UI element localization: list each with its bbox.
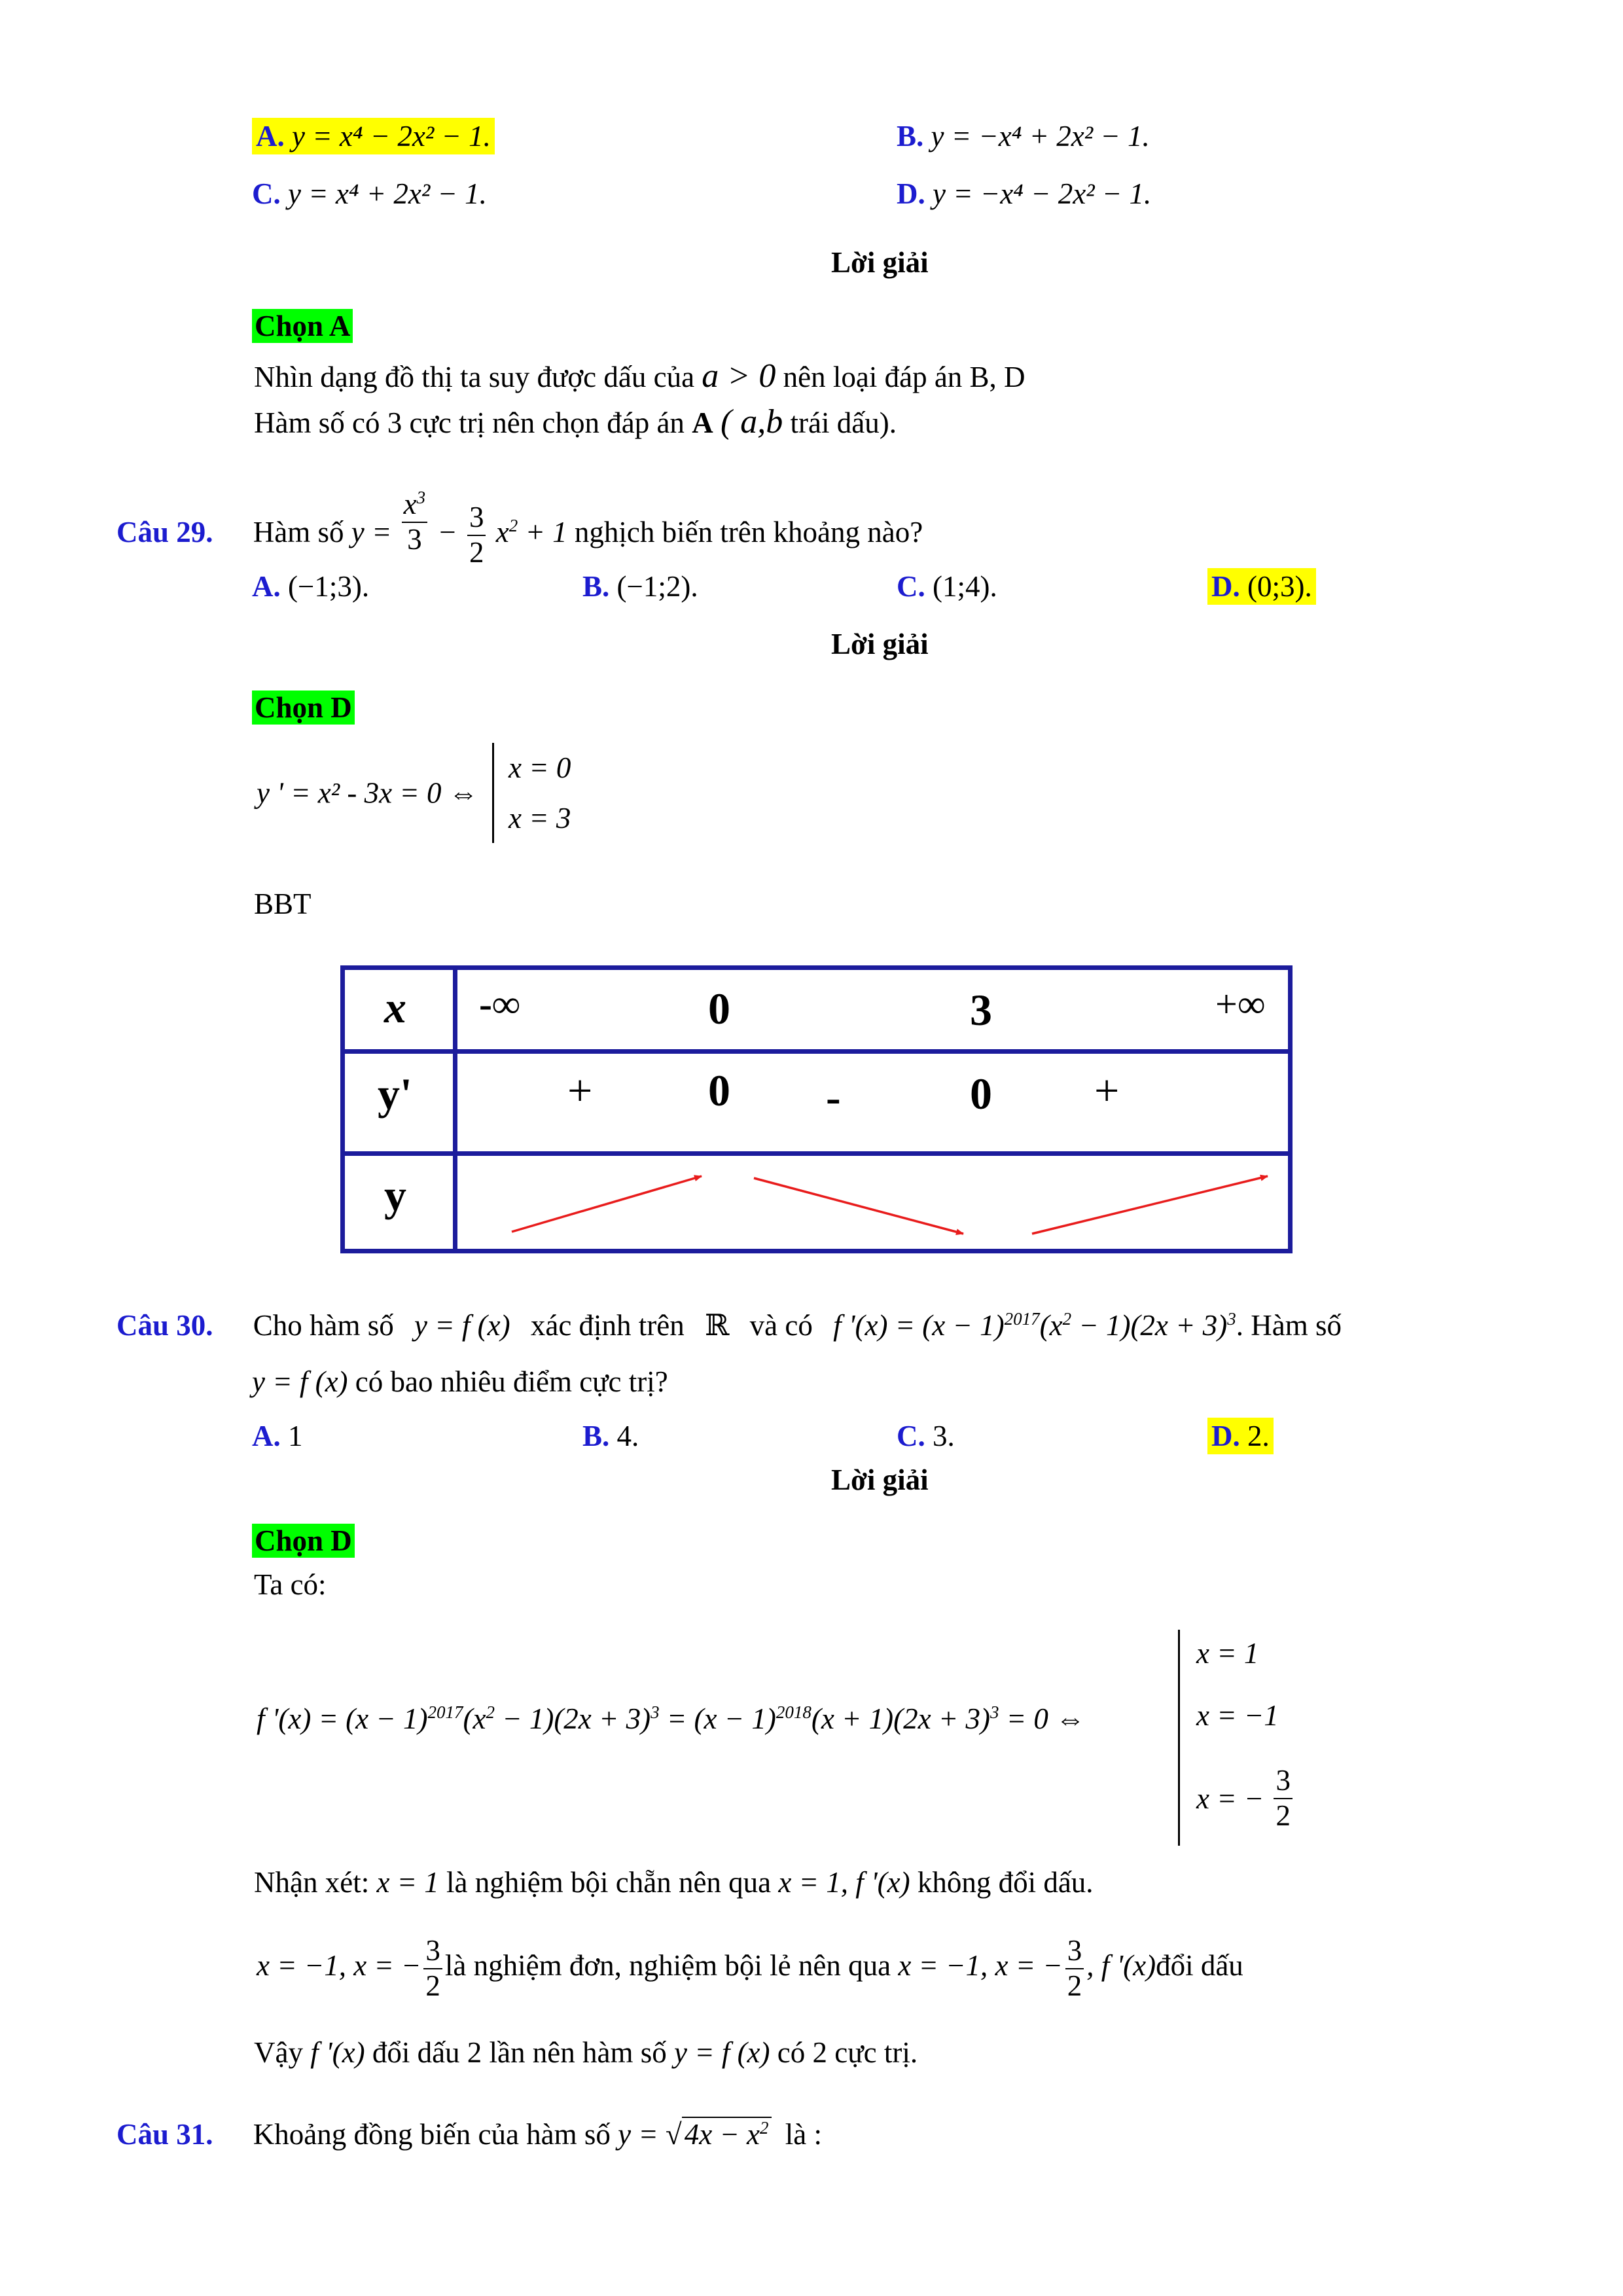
q29-derivative-eq: y ' = x² - 3x = 0 ⇔ x = 0 x = 3 xyxy=(257,743,571,843)
q30-option-c: C. 3. xyxy=(897,1420,955,1452)
yprime-zero-2: 0 xyxy=(970,1069,992,1119)
q30-remark-line1: Nhận xét: x = 1 là nghiệm bội chẵn nên qua x = 1, f '(x) không đổi dấu. xyxy=(254,1866,1094,1899)
q28-option-b xyxy=(897,119,1150,153)
arrow-decreasing xyxy=(754,1178,963,1234)
q30-option-d: D. 2. xyxy=(1207,1418,1274,1454)
q30-conclusion: Vậy f '(x) đổi dấu 2 lần nên hàm số y = f (x) có 2 cực trị. xyxy=(254,2036,918,2069)
q31-stem: Câu 31. Khoảng đồng biến của hàm số $y = √4x - x^2$ là : xyxy=(116,2118,823,2151)
x-three: 3 xyxy=(970,985,992,1035)
option-label: C. xyxy=(252,177,281,210)
row-label-x: x xyxy=(384,982,406,1032)
option-label: B. xyxy=(897,120,924,152)
q29-option-c: C. (1;4). xyxy=(897,570,997,603)
yprime-zero-1: 0 xyxy=(708,1066,730,1115)
variation-arrows xyxy=(345,970,1288,1249)
q30-remark-line2: x = −1, x = − $\frac{3}{2}$ là nghiệm đơn, nghiệm bội lẻ nên qua x = −1, x = − $\frac{3}{2}$ , f '(x)đổi dấu xyxy=(257,1934,1243,2002)
q30-option-b: B. 4. xyxy=(582,1420,639,1452)
q30-stem-line1: Câu 30. Cho hàm số y = f (x) xác định trên ℝ và có f '$(x) = (x - 1)^{2017}(x^2 - 1)(2x + 3)^3$. Hàm số xyxy=(116,1309,1342,1342)
q29-stem: Câu 29. Hàm số y = $\frac{x^3}{3}$ − $\frac{3}{2}$ $x^2 + 1$ nghịch biến trên khoảng nào? xyxy=(116,488,923,569)
q28-solution-line2: Hàm số có 3 cực trị nên chọn đáp án A ( a,b trái dấu). xyxy=(254,403,897,440)
option-text: y = −x⁴ + 2x² − 1. xyxy=(931,120,1150,152)
question-label: Câu 29. xyxy=(116,516,213,549)
question-label: Câu 30. xyxy=(116,1309,213,1342)
sign-plus-2: + xyxy=(1094,1066,1120,1115)
question-label: Câu 31. xyxy=(116,2118,213,2151)
sign-minus: - xyxy=(826,1072,841,1122)
option-text: y = −x⁴ − 2x² − 1. xyxy=(933,177,1152,210)
q30-roots-bracket: x = 1 x = −1 x = − $\frac{3}{2}$ xyxy=(1178,1630,1291,1846)
variation-table xyxy=(340,965,1293,1253)
bbt-label: BBT xyxy=(254,888,312,920)
x-zero: 0 xyxy=(708,984,730,1033)
q30-choice-badge: Chọn D xyxy=(252,1524,355,1558)
q30-option-a: A. 1 xyxy=(252,1420,303,1452)
row-label-yprime: y' xyxy=(378,1069,412,1119)
q29-option-d: D. (0;3). xyxy=(1207,568,1316,605)
q30-derivative-eq: f '$(x) = (x - 1)^{2017}(x^2 - 1)(2x + 3)^3 = (x - 1)^{2018}(x + 1)(2x + 3)^3 = 0$ ⇔ xyxy=(257,1702,1086,1735)
option-text: y = x⁴ − 2x² − 1. xyxy=(292,120,491,152)
q28-option-d xyxy=(897,177,1151,211)
q28-option-a xyxy=(252,118,495,154)
q29-choice-badge: Chọn D xyxy=(252,691,355,725)
arrow-increasing-1 xyxy=(512,1176,702,1232)
option-label: D. xyxy=(897,177,925,210)
q29-option-b: B. (−1;2). xyxy=(582,570,698,603)
arrow-increasing-2 xyxy=(1032,1176,1268,1234)
q29-solution-heading: Lời giải xyxy=(831,628,929,660)
x-neg-inf: -∞ xyxy=(479,982,520,1026)
roots-bracket: x = 0 x = 3 xyxy=(492,743,571,843)
option-label: A. xyxy=(256,120,285,152)
q29-option-a: A. (−1;3). xyxy=(252,570,370,603)
q28-solution-heading: Lời giải xyxy=(831,246,929,279)
q30-stem-line2: y = f (x) có bao nhiêu điểm cực trị? xyxy=(252,1365,668,1398)
q28-solution-line1: Nhìn dạng đồ thị ta suy được dấu của a > 0 nên loại đáp án B, D xyxy=(254,357,1026,395)
q30-ta-co: Ta có: xyxy=(254,1568,327,1601)
q30-solution-heading: Lời giải xyxy=(831,1463,929,1496)
q28-option-c xyxy=(252,177,487,211)
q28-choice-badge: Chọn A xyxy=(252,309,353,343)
x-pos-inf: +∞ xyxy=(1215,982,1266,1026)
row-label-y: y xyxy=(384,1170,406,1220)
sign-plus-1: + xyxy=(567,1066,593,1115)
option-text: y = x⁴ + 2x² − 1. xyxy=(288,177,487,210)
